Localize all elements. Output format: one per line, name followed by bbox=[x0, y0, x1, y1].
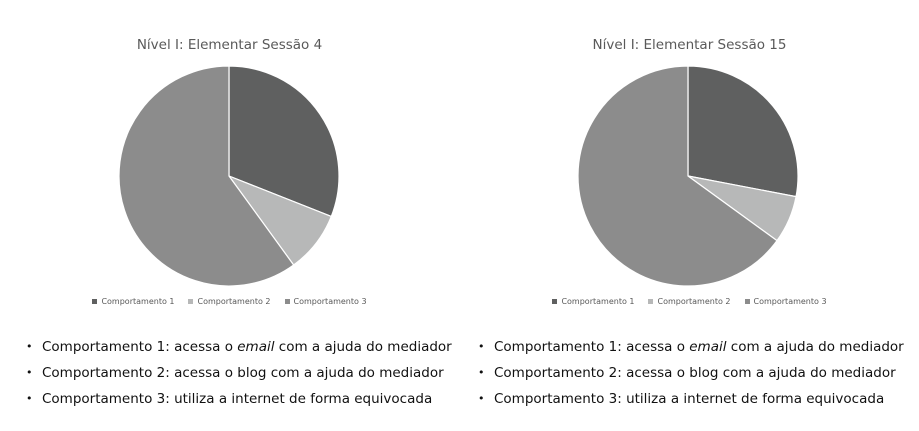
list-item-text: Comportamento 1: acessa o bbox=[42, 339, 238, 355]
chart-title: Nível I: Elementar Sessão 15 bbox=[592, 37, 787, 53]
list-item-text: Comportamento 1: acessa o bbox=[494, 339, 690, 355]
legend-item-comportamento-3 bbox=[285, 297, 367, 306]
bullet-icon: • bbox=[26, 340, 33, 353]
legend-swatch bbox=[648, 299, 653, 304]
legend-swatch bbox=[285, 299, 290, 304]
chart-legend bbox=[460, 297, 919, 306]
pie-chart-session-4 bbox=[0, 0, 459, 320]
bullet-icon: • bbox=[478, 366, 485, 379]
list-item-text: Comportamento 2: acessa o blog com a ajuda do mediador bbox=[494, 365, 896, 381]
legend-label: Comportamento 1 bbox=[101, 297, 175, 306]
legend-swatch bbox=[745, 299, 750, 304]
pie-svg bbox=[0, 0, 459, 320]
legend-label: Comportamento 2 bbox=[657, 297, 731, 306]
legend-item-comportamento-1 bbox=[92, 297, 174, 306]
legend-item-comportamento-2 bbox=[188, 297, 270, 306]
bullet-icon: • bbox=[478, 392, 485, 405]
list-item-text: Comportamento 3: utiliza a internet de forma equivocada bbox=[42, 391, 433, 407]
legend-label: Comportamento 1 bbox=[561, 297, 635, 306]
legend-label: Comportamento 3 bbox=[753, 297, 827, 306]
bullet-icon: • bbox=[478, 340, 485, 353]
pie-slice-comportamento-1 bbox=[688, 66, 798, 197]
legend-item-comportamento-2 bbox=[648, 297, 730, 306]
legend-swatch bbox=[552, 299, 557, 304]
list-item-text: com a ajuda do mediador bbox=[726, 339, 904, 355]
list-item-emphasis: email bbox=[689, 339, 727, 355]
legend-swatch bbox=[188, 299, 193, 304]
bullet-icon: • bbox=[26, 392, 33, 405]
list-item-emphasis: email bbox=[237, 339, 275, 355]
list-item bbox=[26, 334, 485, 360]
list-item bbox=[478, 334, 919, 360]
chart-legend bbox=[0, 297, 459, 306]
legend-label: Comportamento 2 bbox=[197, 297, 271, 306]
pie-svg bbox=[460, 0, 919, 320]
list-item-text: Comportamento 2: acessa o blog com a ajuda do mediador bbox=[42, 365, 444, 381]
list-item bbox=[26, 360, 485, 386]
legend-label: Comportamento 3 bbox=[293, 297, 367, 306]
behavior-list-left bbox=[26, 334, 485, 412]
bullet-icon: • bbox=[26, 366, 33, 379]
legend-item-comportamento-3 bbox=[745, 297, 827, 306]
list-item bbox=[26, 386, 485, 412]
list-item bbox=[478, 360, 919, 386]
pie-chart-session-15 bbox=[460, 0, 919, 320]
list-item bbox=[478, 386, 919, 412]
chart-title: Nível I: Elementar Sessão 4 bbox=[136, 37, 323, 53]
legend-swatch bbox=[92, 299, 97, 304]
legend-item-comportamento-1 bbox=[552, 297, 634, 306]
behavior-list-right bbox=[478, 334, 919, 412]
list-item-text: com a ajuda do mediador bbox=[274, 339, 452, 355]
list-item-text: Comportamento 3: utiliza a internet de forma equivocada bbox=[494, 391, 885, 407]
